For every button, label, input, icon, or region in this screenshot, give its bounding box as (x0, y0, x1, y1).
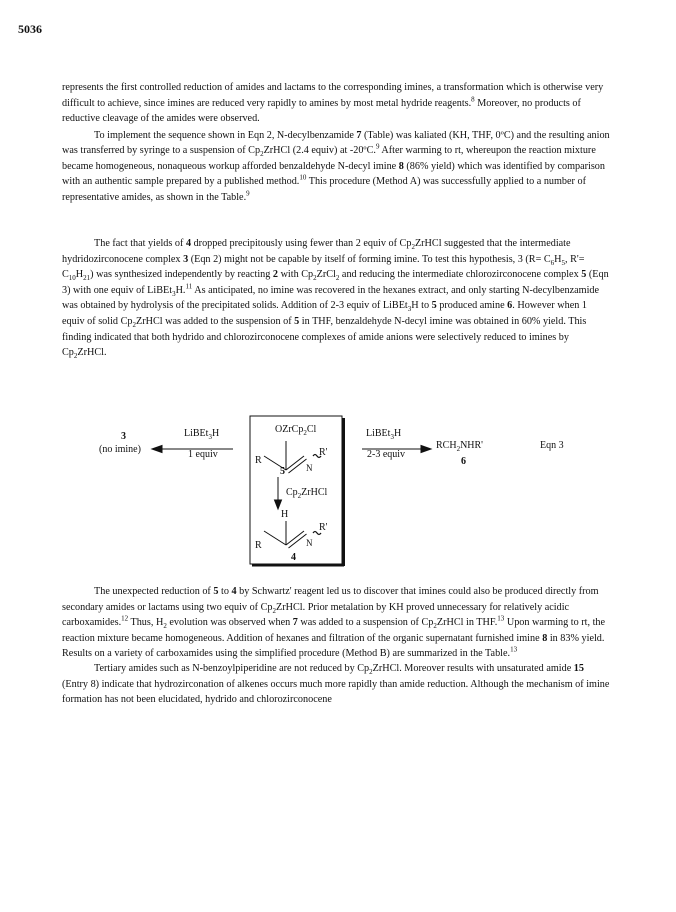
subscript: 2 (132, 321, 136, 329)
text: (Entry 8) indicate that hydrozirconation of alkenes occurs much more rapidly than amide reduction. Although the mechanism of imine formation has not been elucidated, hydrido and chlorozirconocene (62, 678, 610, 706)
compound-ref: 5 (581, 269, 587, 281)
text: Moreover, no products of reductive cleavage of the amides were observed. (62, 97, 581, 125)
compound-6-label: 6 (461, 456, 466, 467)
text: . However when 1 equiv of solid Cp (62, 300, 587, 327)
right-amount: 2-3 equiv (367, 449, 406, 460)
text: in THF, benzaldehyde N-decyl imine was obtained in 60% yield. This finding indicated that both hydrido and chlorozirconocene complexes of amide anions were selectively reduced to imines by Cp (62, 315, 587, 359)
subscript: 3 (172, 289, 176, 298)
text: represents the first controlled reduction of amides and lactams to the corresponding imines, a transformation which is otherwise very difficult to achieve, since imines are reduced very rapidly to amines by most metal hydride reagents. (62, 82, 604, 109)
text: As anticipated, no imine was recovered in the hexanes extract, and only starting N-decylbenzamide was obtained by hydrolysis of the precipitated solids. Addition of 2-3 equiv of LiBEt (62, 284, 600, 312)
compound-ref: 8 (398, 160, 404, 172)
paragraph-4 (62, 584, 610, 662)
text: and reducing the intermediate chlorozirconocene complex (339, 269, 582, 281)
text: Upon warming to rt, the reaction mixture became homogeneous. Addition of hexanes and filtration of the organic supernatant furnished imine (62, 617, 606, 644)
compound-ref: 5 (294, 315, 300, 327)
compound-ref: 7 (292, 617, 298, 629)
right-arrowhead (421, 446, 431, 453)
text: was added to a suspension of Cp (297, 617, 434, 629)
text: to (218, 586, 232, 597)
nitrogen-atom: N (306, 463, 313, 473)
subscript: 2 (456, 445, 461, 453)
text: The fact that yields of (94, 238, 186, 249)
down-arrowhead (275, 500, 282, 509)
left-amount: 1 equiv (188, 449, 218, 460)
paragraph-5 (62, 661, 610, 708)
subscript: 2 (297, 492, 302, 500)
text: Cl (306, 424, 317, 435)
compound-ref: 15 (573, 663, 584, 674)
text: dropped precipitously using fewer than 2 equiv of Cp (191, 238, 412, 249)
no-imine-note: (no imine) (99, 444, 141, 455)
compound-ref: 4 (231, 586, 237, 597)
subscript: 2 (433, 622, 437, 631)
left-reagent (184, 428, 219, 439)
subscript: 3 (390, 433, 394, 441)
r-group-4: R (255, 540, 262, 551)
text: NHR' (460, 440, 483, 451)
text: (Eqn 2) might not be capable by itself of forming imine. To test this hypothesis, 3 (R= C (188, 253, 551, 265)
subscript: 2 (369, 668, 373, 677)
citation: 13 (510, 645, 518, 654)
compound-5-label: 5 (280, 466, 285, 477)
compound-ref: 2 (272, 269, 279, 281)
text: Thus, H (128, 617, 164, 629)
text: ) was synthesized independently by reacting (90, 269, 273, 281)
subscript: 2 (313, 274, 317, 283)
compound-ref: 5 (213, 586, 219, 597)
text: Tertiary amides such as N-benzoylpiperidine are not reduced by Cp (94, 663, 370, 674)
citation: 8 (471, 95, 475, 104)
r-group: R (255, 455, 262, 466)
text: To implement the sequence shown in Eqn 2, N-decylbenzamide (94, 129, 357, 141)
text: (Table) was kaliated (KH, THF, 0ºC) and the resulting anion was transferred by syringe to a suspension of Cp (62, 129, 610, 157)
compound-3-label: 3 (121, 431, 126, 442)
text: RCH (436, 440, 457, 451)
text: evolution was observed when (166, 617, 293, 629)
text: Cp (286, 487, 298, 498)
subscript: 2 (272, 606, 276, 615)
text: H (211, 428, 220, 439)
text: LiBEt (366, 428, 391, 439)
subscript: 6 (550, 258, 555, 267)
text: by Schwartz' reagent led us to discover that imines could also be produced directly from secondary amides or lactams using two equiv of Cp (62, 586, 599, 613)
text: ZrHCl in THF. (436, 617, 498, 629)
text: LiBEt (184, 428, 209, 439)
subscript: 2 (260, 150, 264, 159)
hydrogen-atom: H (281, 509, 289, 520)
text: ZrHCl (2.4 equiv) at -20ºC. (263, 145, 376, 157)
subscript: 3 (407, 305, 412, 314)
text: (86% yield) which was identified by comparison with an authentic sample prepared by a published method. (62, 160, 605, 188)
text: produced amine (436, 300, 508, 312)
bond-r-c-4 (264, 531, 286, 545)
text: ZrHCl. (77, 347, 107, 359)
right-reagent (366, 428, 401, 439)
text: ZrCl (316, 269, 336, 281)
product-formula (436, 440, 483, 451)
text: OZrCp (275, 424, 304, 435)
compound-ref: 8 (542, 632, 548, 644)
subscript: 3 (208, 433, 212, 441)
compound-ref: 6 (507, 300, 513, 312)
compound-ref: 5 (431, 300, 437, 312)
subscript: 2 (163, 622, 167, 631)
subscript: 2 (335, 274, 340, 283)
citation: 9 (375, 142, 380, 151)
citation: 10 (299, 173, 307, 182)
subscript: 2 (303, 429, 307, 437)
citation: 9 (246, 189, 250, 198)
text: ZrHCl. Moreover results with unsaturated amide (372, 663, 574, 674)
nitrogen-atom-4: N (306, 538, 313, 548)
text: ZrHCl. Prior metalation by KH proved unnecessary for relatively acidic carboxamides. (62, 601, 570, 629)
compound-4-label: 4 (291, 552, 296, 563)
text: H to (411, 300, 432, 312)
text: ZrHCl was added to the suspension of (135, 315, 295, 327)
middle-reagent (286, 487, 327, 498)
r-prime-group-4: R' (319, 522, 328, 533)
text: This procedure (Method A) was successfully applied to a number of representative amides, as shown in the Table. (62, 176, 586, 203)
equation-label: Eqn 3 (540, 440, 564, 451)
text: ZrHCl (301, 487, 328, 498)
r-prime-group: R' (319, 447, 328, 458)
compound-ref: 7 (356, 129, 362, 141)
subscript: 5 (561, 258, 566, 267)
subscript: 10 (68, 274, 76, 283)
text: , R'= C (62, 253, 585, 281)
text: H (554, 253, 562, 265)
text: with Cp (278, 269, 314, 281)
text: H (393, 428, 402, 439)
subscript: 21 (83, 274, 91, 283)
text: H (75, 269, 84, 281)
left-arrowhead (152, 446, 162, 453)
subscript: 2 (411, 243, 415, 252)
citation: 12 (121, 614, 129, 623)
subscript: 2 (73, 352, 78, 361)
text: ZrHCl suggested that the intermediate hydridozirconocene complex (62, 238, 571, 265)
text: The unexpected reduction of (94, 586, 214, 597)
text: After warming to rt, whereupon the reaction mixture became homogeneous, nonaqueous workup afforded benzaldehyde N-decyl imine (62, 145, 596, 172)
text: (Eqn 3) with one equiv of LiBEt (62, 269, 609, 296)
compound-ref: 4 (185, 238, 192, 249)
citation: 13 (497, 614, 505, 623)
ozrcp2cl-group (275, 424, 316, 435)
text: in 83% yield. Results on a variety of carboxamides using the simplified procedure (Method B) are summarized in the Table. (62, 632, 605, 660)
compound-ref: 3 (183, 253, 189, 265)
text: H. (175, 284, 186, 296)
citation: 11 (185, 282, 193, 291)
page-number: 5036 (18, 22, 42, 36)
